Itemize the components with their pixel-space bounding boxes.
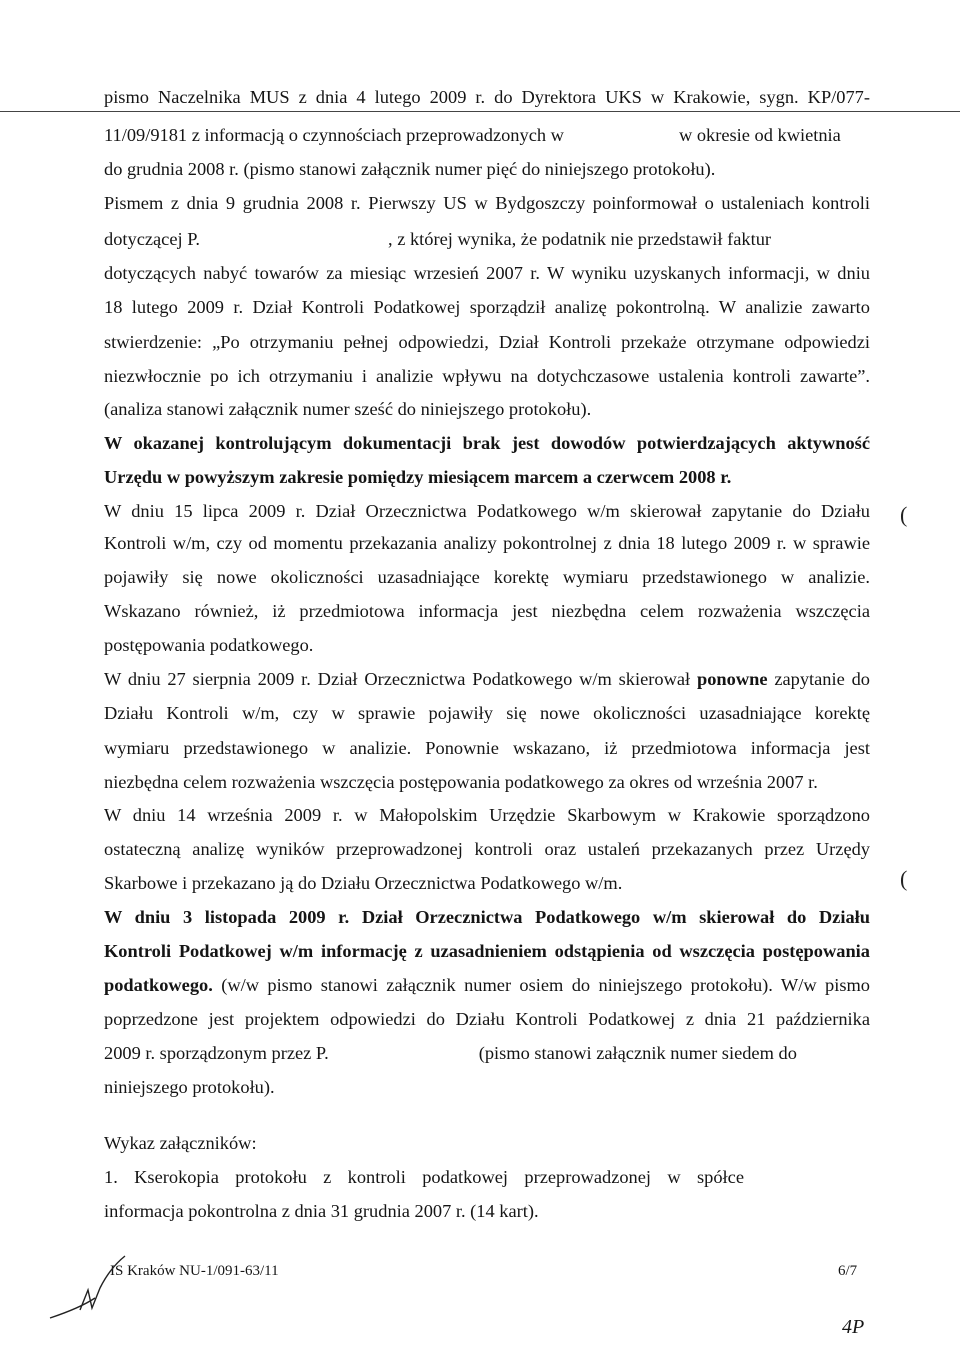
text-segment: 2009 r. sporządzonym przez P. (104, 1043, 329, 1063)
text-segment: W dniu 27 sierpnia 2009 r. Dział Orzecznictwa Podatkowego w/m skierował (104, 669, 691, 689)
text-segment: w okresie od kwietnia (678, 125, 841, 145)
text-line-26: Kontroli Podatkowej w/m informację z uzasadnieniem odstąpienia od wszczęcia postępowania (104, 941, 870, 961)
text-line-13: W dniu 15 lipca 2009 r. Dział Orzecznictwa Podatkowego w/m skierował zapytanie do Działu (104, 501, 870, 521)
text-line-17: postępowania podatkowego. (104, 635, 314, 655)
attachment-item-1: 1. Kserokopia protokołu z kontroli podatkowej przeprowadzonej w spółce (104, 1167, 744, 1187)
text-segment: (w/w pismo stanowi załącznik numer osiem do niniejszego protokołu). W/w pismo (221, 975, 870, 995)
signature-mark (40, 1248, 130, 1328)
handwritten-number: 4P (842, 1316, 865, 1338)
text-line-21: niezbędna celem rozważenia wszczęcia postępowania podatkowego za okres od września 2007 r. (104, 772, 818, 792)
text-line-3: do grudnia 2008 r. (pismo stanowi załącznik numer pięć do niniejszego protokołu). (104, 159, 716, 179)
text-line-29 (104, 1042, 870, 1064)
text-line-18 (104, 668, 870, 690)
margin-mark: ( (900, 502, 908, 527)
text-segment-bold: ponowne (696, 669, 768, 689)
text-segment: (pismo stanowi załącznik numer siedem do (478, 1043, 797, 1063)
text-line-25: W dniu 3 listopada 2009 r. Dział Orzecznictwa Podatkowego w/m skierował do Działu (104, 907, 870, 927)
text-line-12: Urzędu w powyższym zakresie pomiędzy miesiącem marcem a czerwcem 2008 r. (104, 467, 732, 487)
text-segment: 11/09/9181 z informacją o czynnościach przeprowadzonych w (104, 125, 564, 145)
text-line-23: ostateczną analizę wyników przeprowadzonej kontroli oraz ustaleń przekazanych przez Urzędy (104, 839, 870, 859)
page-number: 6/7 (838, 1263, 858, 1279)
text-line-27 (104, 974, 870, 996)
text-line-22: W dniu 14 września 2009 r. w Małopolskim Urzędzie Skarbowym w Krakowie sporządzono (104, 805, 870, 825)
text-segment: zapytanie do (774, 669, 870, 689)
text-line-30: niniejszego protokołu). (104, 1077, 275, 1097)
margin-mark: ( (900, 866, 908, 891)
text-segment: dotyczącej P. (104, 229, 201, 249)
attachment-item-1-continued: informacja pokontrolna z dnia 31 grudnia 2007 r. (14 kart). (104, 1201, 539, 1221)
text-line-9: niezwłocznie po ich otrzymaniu i analizie wpływu na dotychczasowe ustalenia kontroli zawarte”. (104, 366, 870, 386)
text-line-19: Działu Kontroli w/m, czy w sprawie pojawiły się nowe okoliczności uzasadniające korektę (104, 703, 870, 723)
text-line-5 (104, 228, 870, 250)
header-rule (0, 111, 960, 112)
text-line-7: 18 lutego 2009 r. Dział Kontroli Podatkowej sporządził analizę pokontrolną. W analizie zawarto (104, 297, 870, 317)
text-line-10: (analiza stanowi załącznik numer sześć do niniejszego protokołu). (104, 399, 592, 419)
attachments-heading: Wykaz załączników: (104, 1133, 257, 1153)
text-line-28: poprzedzone jest projektem odpowiedzi do Działu Kontroli Podatkowej z dnia 21 października (104, 1009, 870, 1029)
text-line-2 (104, 124, 870, 146)
text-segment: , z której wynika, że podatnik nie przedstawił faktur (388, 229, 772, 249)
text-line-20: wymiaru przedstawionego w analizie. Ponownie wskazano, iż przedmiotowa informacja jest (104, 738, 870, 758)
text-line-8: stwierdzenie: „Po otrzymaniu pełnej odpowiedzi, Dział Kontroli przekaże otrzymane odpowiedzi (104, 332, 870, 352)
text-line-15: pojawiły się nowe okoliczności uzasadniające korektę wymiaru przedstawionego w analizie. (104, 567, 870, 587)
text-line-11: W okazanej kontrolującym dokumentacji brak jest dowodów potwierdzających aktywność (104, 433, 870, 453)
text-line-16: Wskazano również, iż przedmiotowa informacja jest niezbędna celem rozważenia wszczęcia (104, 601, 870, 621)
text-line-14: Kontroli w/m, czy od momentu przekazania analizy pokontrolnej z dnia 18 lutego 2009 r. w sprawie (104, 533, 870, 553)
text-segment-bold: podatkowego. (104, 975, 213, 995)
text-line-1: pismo Naczelnika MUS z dnia 4 lutego 2009 r. do Dyrektora UKS w Krakowie, sygn. KP/077- (104, 87, 870, 107)
footer-reference: IS Kraków NU-1/091-63/11 (110, 1263, 279, 1279)
text-line-4: Pismem z dnia 9 grudnia 2008 r. Pierwszy US w Bydgoszczy poinformował o ustaleniach kontroli (104, 193, 870, 213)
text-line-6: dotyczących nabyć towarów za miesiąc wrzesień 2007 r. W wyniku uzyskanych informacji, w dniu (104, 263, 870, 283)
text-line-24: Skarbowe i przekazano ją do Działu Orzecznictwa Podatkowego w/m. (104, 873, 623, 893)
